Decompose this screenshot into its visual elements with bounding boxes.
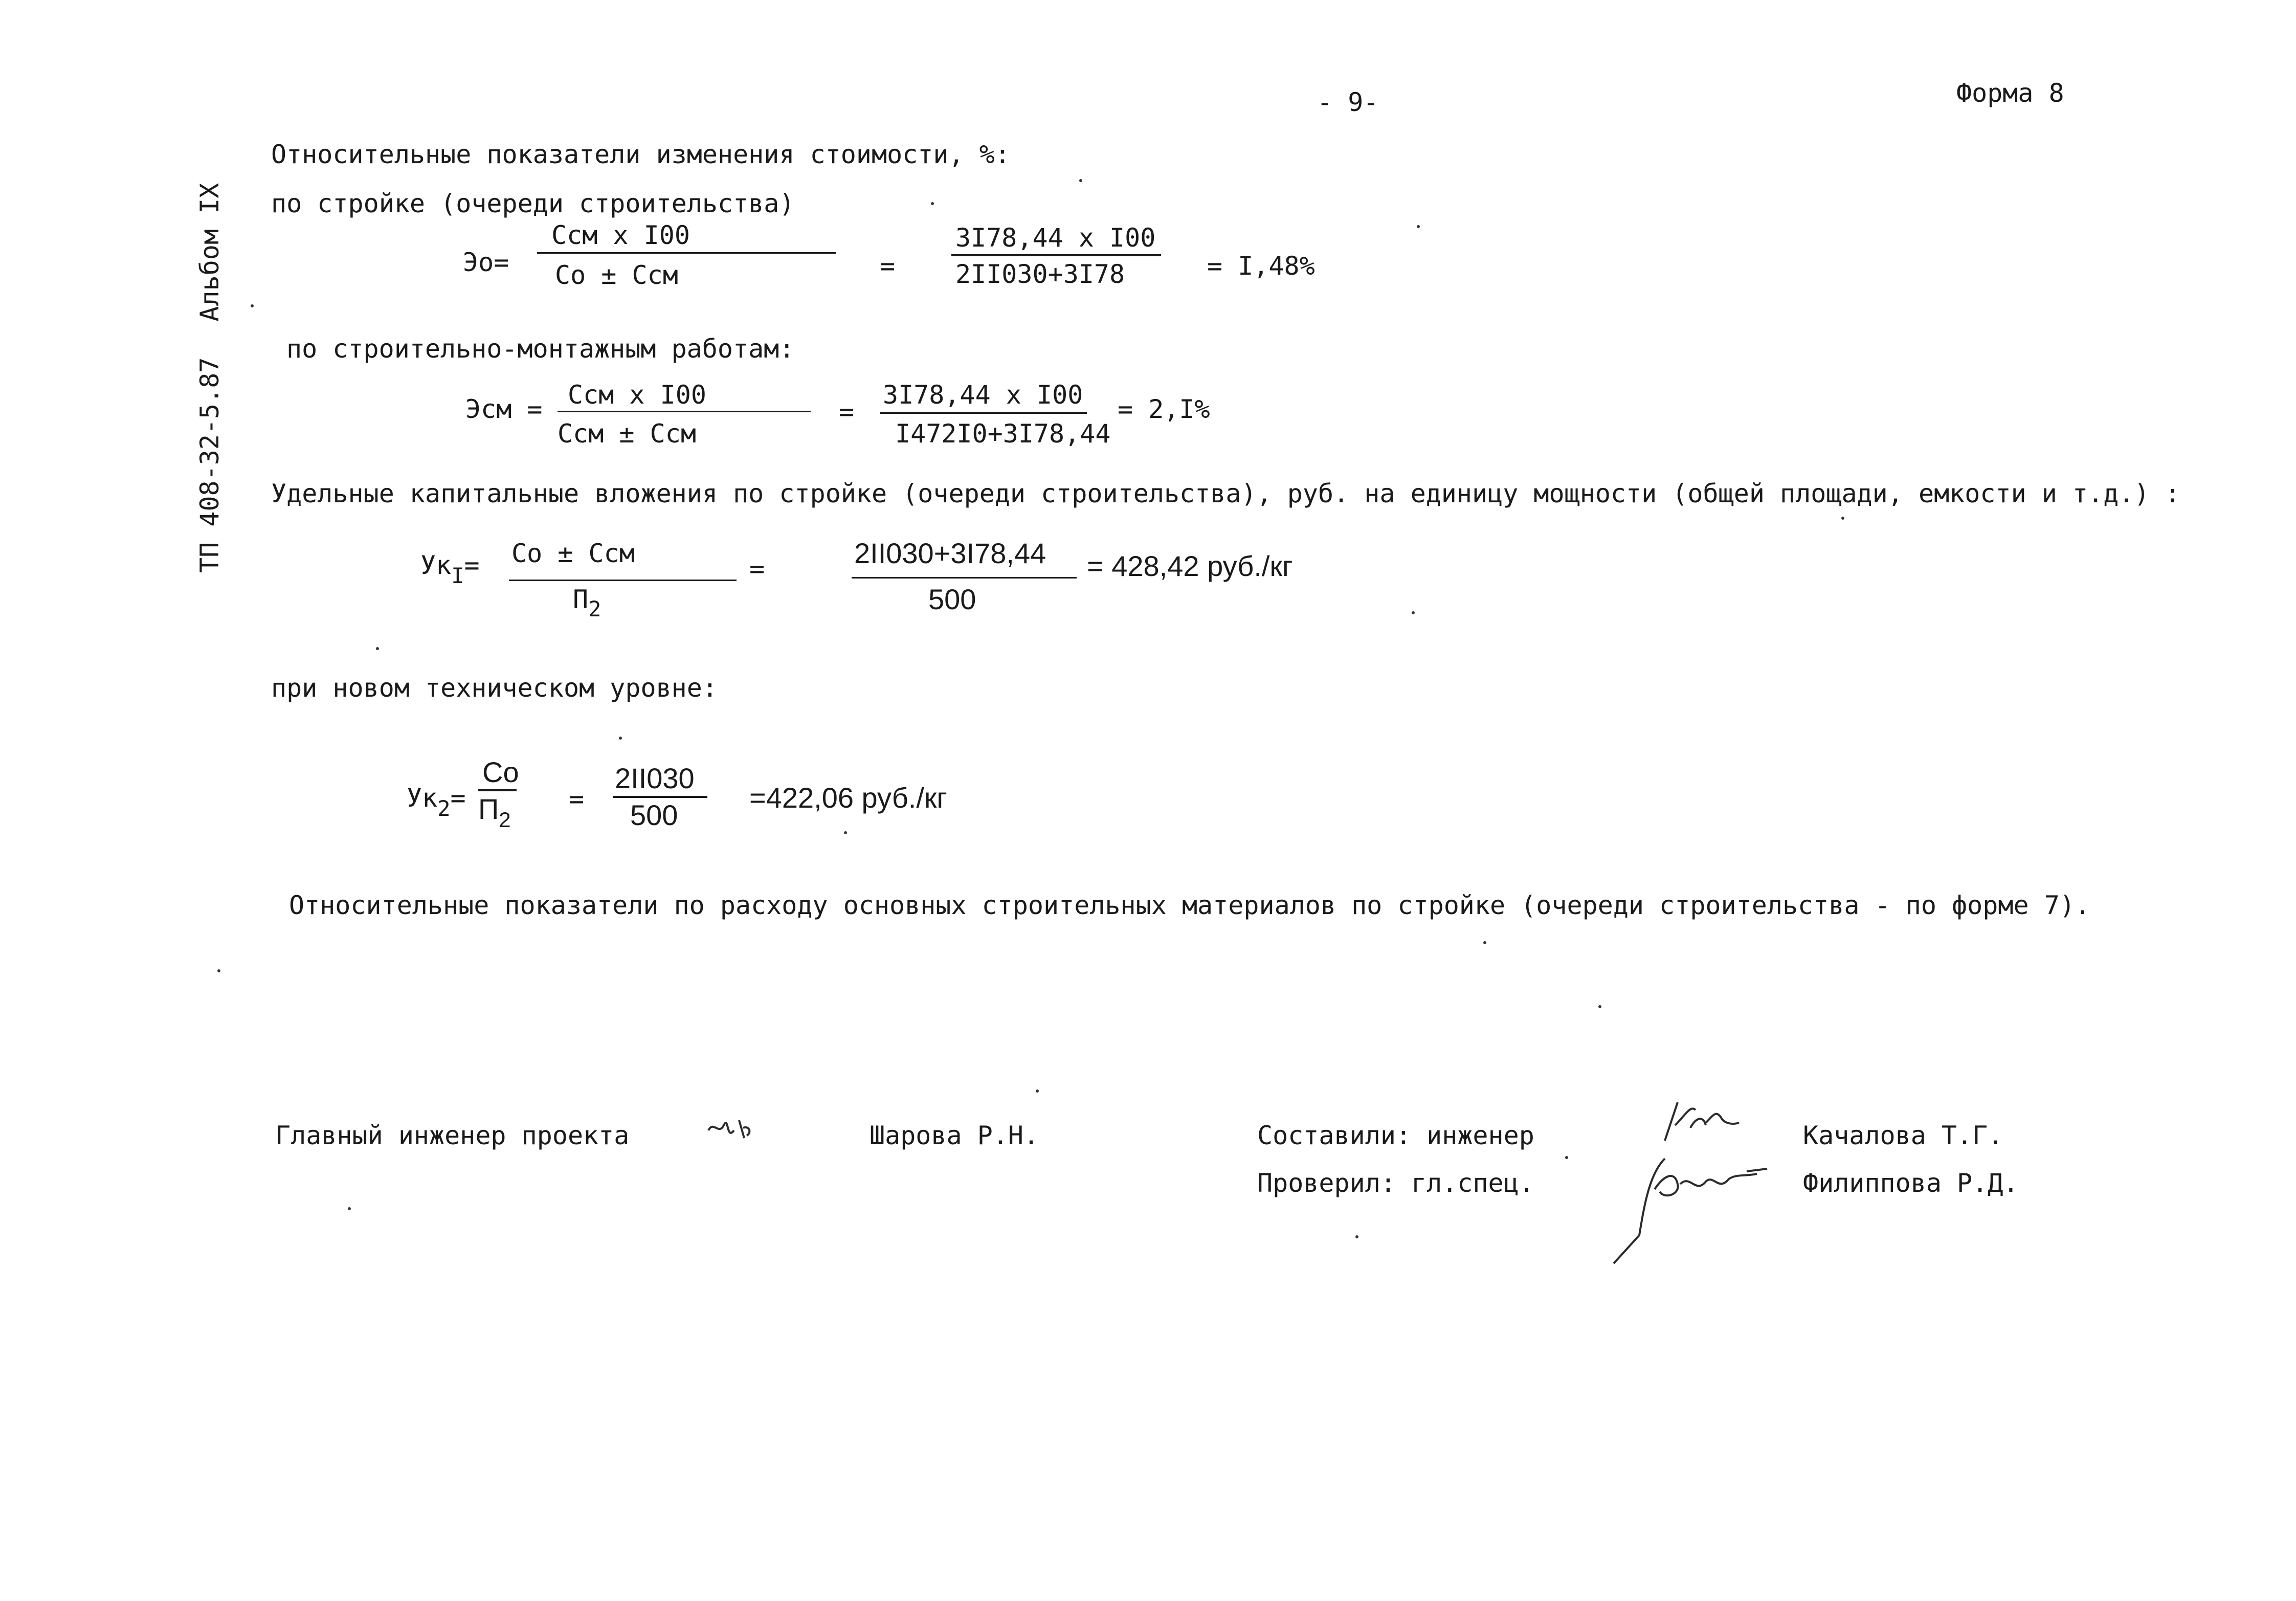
section-heading-capital-investment: Удельные капитальные вложения по стройке (очереди строительства), руб. на единицу мощности (общей площади, емкости и т.д.) : [271,479,2180,508]
formula-num-value: 2II030 [615,762,695,794]
scan-speck [1565,1156,1568,1159]
page-number: - 9- [1317,87,1379,117]
section-subheading-construction: по строительно-монтажным работам: [286,334,795,364]
formula-result: = 428,42 руб./кг [1087,550,1293,582]
fraction-bar [558,411,811,412]
signature-compiler [1655,1095,1747,1151]
formula-lhs: $Ук_I=$ [420,550,480,588]
scan-speck [1079,179,1082,182]
formula-result: = I,48% [1207,251,1315,281]
formula-den-value: 500 [928,583,976,615]
side-stamp [194,147,225,573]
formula-den-value: 2II030+3I78 [955,259,1125,289]
materials-note: Относительные показатели по расходу основных строительных материалов по стройке (очереди строительства - по форме 7). [289,891,2090,920]
fraction-bar [852,577,1077,579]
formula-denominator: $П_2$ [573,585,601,621]
compiled-by-label: Составили: инженер [1257,1121,1534,1150]
scan-speck [1355,1235,1358,1238]
formula-result: =422,06 руб./кг [749,782,947,814]
album-label: Альбом IX [195,183,225,322]
scan-speck [1417,225,1420,228]
formula-lhs: Эсм = [465,394,543,424]
scan-speck [1412,611,1415,614]
document-code: ТП 408-32-5.87 [195,357,225,573]
formula-den-value: 500 [630,799,678,831]
fraction-bar [951,254,1161,256]
formula-denominator: Ссм ± Ссм [558,419,696,449]
scan-speck [1841,517,1844,520]
scan-speck [1036,1089,1039,1093]
fraction-bar [613,796,707,798]
chief-engineer-label: Главный инженер проекта [275,1121,630,1150]
formula-den-value: I472I0+3I78,44 [895,419,1111,449]
fraction-bar [880,412,1087,414]
formula-numerator: Со ± Ссм [511,539,635,568]
scan-speck [376,647,379,650]
formula-lhs: Эо= [463,248,509,277]
equals-sign: = [839,397,855,427]
scan-speck [251,304,254,307]
formula-result: = 2,I% [1118,394,1210,424]
equals-sign: = [569,784,585,814]
scan-speck [348,1207,351,1210]
formula-numerator: Ссм х I00 [568,380,706,410]
formula-num-value: 3I78,44 х I00 [955,223,1156,253]
signature-chief-engineer [703,1110,765,1151]
scan-speck [217,969,220,972]
scan-speck [619,737,622,740]
formula-denominator: $П_2$ [478,793,511,832]
formula-num-value: 3I78,44 х I00 [883,380,1083,410]
fraction-bar [537,252,836,254]
signature-checker [1603,1143,1772,1266]
formula-numerator: Со [482,756,519,788]
compiler-name: Качалова Т.Г. [1803,1121,2003,1150]
scan-speck [1598,1005,1601,1008]
form-label: Форма 8 [1956,78,2064,108]
fraction-bar [478,789,517,791]
fraction-bar [509,580,737,581]
section-subheading-new-level: при новом техническом уровне: [271,673,718,703]
section-heading-cost-change: Относительные показатели изменения стоимости, %: [271,140,1010,169]
section-subheading-project: по стройке (очереди строительства) [271,189,795,218]
chief-engineer-name: Шарова Р.Н. [870,1121,1039,1150]
scan-speck [1483,941,1486,944]
formula-num-value: 2II030+3I78,44 [854,537,1046,569]
formula-denominator: Со ± Ссм [555,260,678,290]
scan-speck [844,831,847,834]
formula-lhs: $Ук_2=$ [407,783,466,821]
checked-by-label: Проверил: гл.спец. [1257,1168,1534,1198]
equals-sign: = [880,251,896,281]
scan-speck [931,202,934,205]
checker-name: Филиппова Р.Д. [1803,1168,2019,1198]
formula-numerator: Ссм х I00 [551,220,690,250]
equals-sign: = [749,554,765,584]
